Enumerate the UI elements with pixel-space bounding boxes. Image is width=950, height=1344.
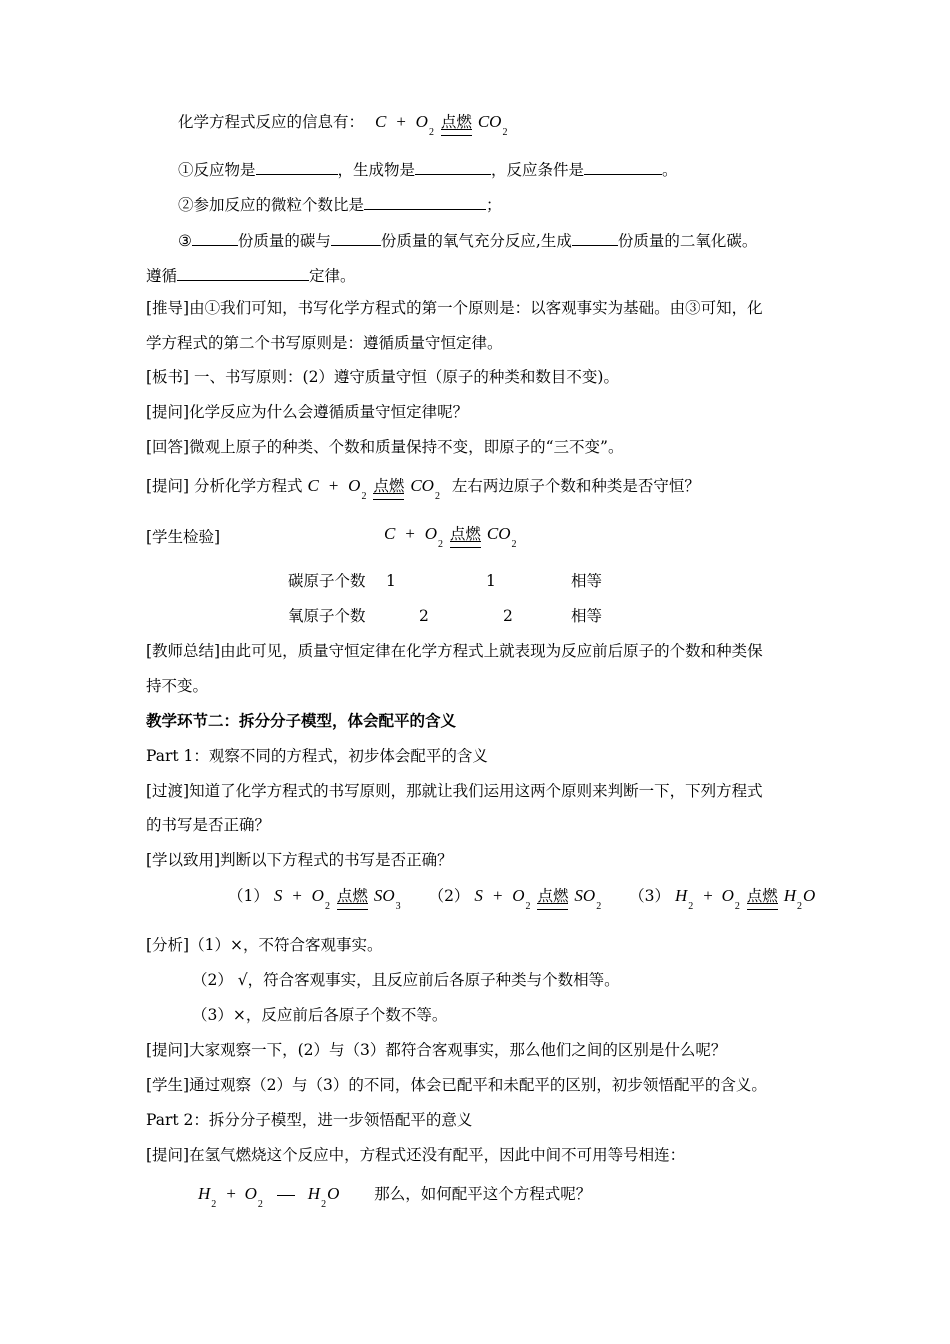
oxygen-left-count: 2 xyxy=(419,607,429,625)
blank-field[interactable] xyxy=(177,264,309,281)
blank-field[interactable] xyxy=(364,193,486,210)
paragraph: （2） √，符合客观事实，且反应前后各原子种类与个数相等。 xyxy=(192,971,620,989)
question-1: ①反应物是 ，生成物是 ，反应条件是 。 xyxy=(178,158,678,180)
carbon-right-count: 1 xyxy=(486,572,496,590)
paragraph: [回答]微观上原子的种类、个数和质量保持不变，即原子的“三不变”。 xyxy=(146,438,624,456)
paragraph: [提问]在氢气燃烧这个反应中，方程式还没有配平，因此中间不可用等号相连： xyxy=(146,1146,686,1164)
paragraph: [过渡]知道了化学方程式的书写原则，那就让我们运用这两个原则来判断一下，下列方程式 xyxy=(146,782,763,800)
oxygen-result: 相等 xyxy=(571,607,603,625)
paragraph: 持不变。 xyxy=(146,677,209,695)
paragraph: [提问]化学反应为什么会遵循质量守恒定律呢？ xyxy=(146,403,469,421)
question-3: ③ 份质量的碳与 份质量的氧气充分反应,生成 份质量的二氧化碳。 xyxy=(178,229,757,251)
paragraph: [学生]通过观察（2）与（3）的不同，体会已配平和未配平的区别，初步领悟配平的含义。 xyxy=(146,1076,767,1094)
blank-field[interactable] xyxy=(331,229,381,246)
blank-field[interactable] xyxy=(572,229,618,246)
equation: $C + O_2$ 点燃 $CO_2$ xyxy=(384,524,517,550)
unbalanced-equation: $H_2 + O_2$ $H_2O$ 那么，如何配平这个方程式呢？ xyxy=(198,1184,592,1210)
paragraph: [推导]由①我们可知，书写化学方程式的第一个原则是：以客观事实为基础。由③可知，化 xyxy=(146,299,763,317)
paragraph: [教师总结]由此可见，质量守恒定律在化学方程式上就表现为反应前后原子的个数和种类保 xyxy=(146,642,763,660)
equation-question: [提问] 分析化学方程式 $C + O_2$ 点燃 $CO_2$ 左右两边原子个数和种类是否守恒？ xyxy=(146,476,700,502)
carbon-result: 相等 xyxy=(571,572,603,590)
paragraph: 的书写是否正确？ xyxy=(146,816,271,834)
paragraph: 学方程式的第二个书写原则是：遵循质量守恒定律。 xyxy=(146,334,503,352)
section-heading: 教学环节二：拆分分子模型，体会配平的含义 xyxy=(146,711,457,730)
blank-field[interactable] xyxy=(192,229,238,246)
oxygen-right-count: 2 xyxy=(503,607,513,625)
carbon-left-count: 1 xyxy=(386,572,396,590)
paragraph: [学以致用]判断以下方程式的书写是否正确？ xyxy=(146,851,453,869)
oxygen-count-label: 氧原子个数 xyxy=(288,607,366,625)
blank-field[interactable] xyxy=(415,158,491,175)
question-2: ②参加反应的微粒个数比是 ； xyxy=(178,193,502,215)
equation-list: （1） $S + O_2$ 点燃 $SO_3$ （2） $S + O_2$ 点燃 $SO_2$ （3） $H_2 + O_2$ 点燃 $H_2O$ xyxy=(228,886,816,912)
paragraph: Part 2：拆分分子模型，进一步领悟配平的意义 xyxy=(146,1111,473,1129)
paragraph: [学生检验] xyxy=(146,528,221,546)
question-4: 遵循 定律。 xyxy=(146,264,356,286)
carbon-count-label: 碳原子个数 xyxy=(288,572,366,590)
blank-field[interactable] xyxy=(256,158,338,175)
paragraph: （3）×，反应前后各原子个数不等。 xyxy=(192,1006,448,1024)
reaction-condition: 点燃 xyxy=(441,113,472,136)
paragraph: Part 1：观察不同的方程式，初步体会配平的含义 xyxy=(146,747,488,765)
blank-field[interactable] xyxy=(584,158,662,175)
equation-info-line: 化学方程式反应的信息有： $C + O_2$ 点燃 $CO_2$ xyxy=(178,112,508,138)
paragraph: [板书] 一、书写原则：(2）遵守质量守恒（原子的种类和数目不变)。 xyxy=(146,368,619,386)
paragraph: [分析]（1）×，不符合客观事实。 xyxy=(146,936,383,954)
paragraph: [提问]大家观察一下，(2）与（3）都符合客观事实，那么他们之间的区别是什么呢？ xyxy=(146,1041,727,1059)
